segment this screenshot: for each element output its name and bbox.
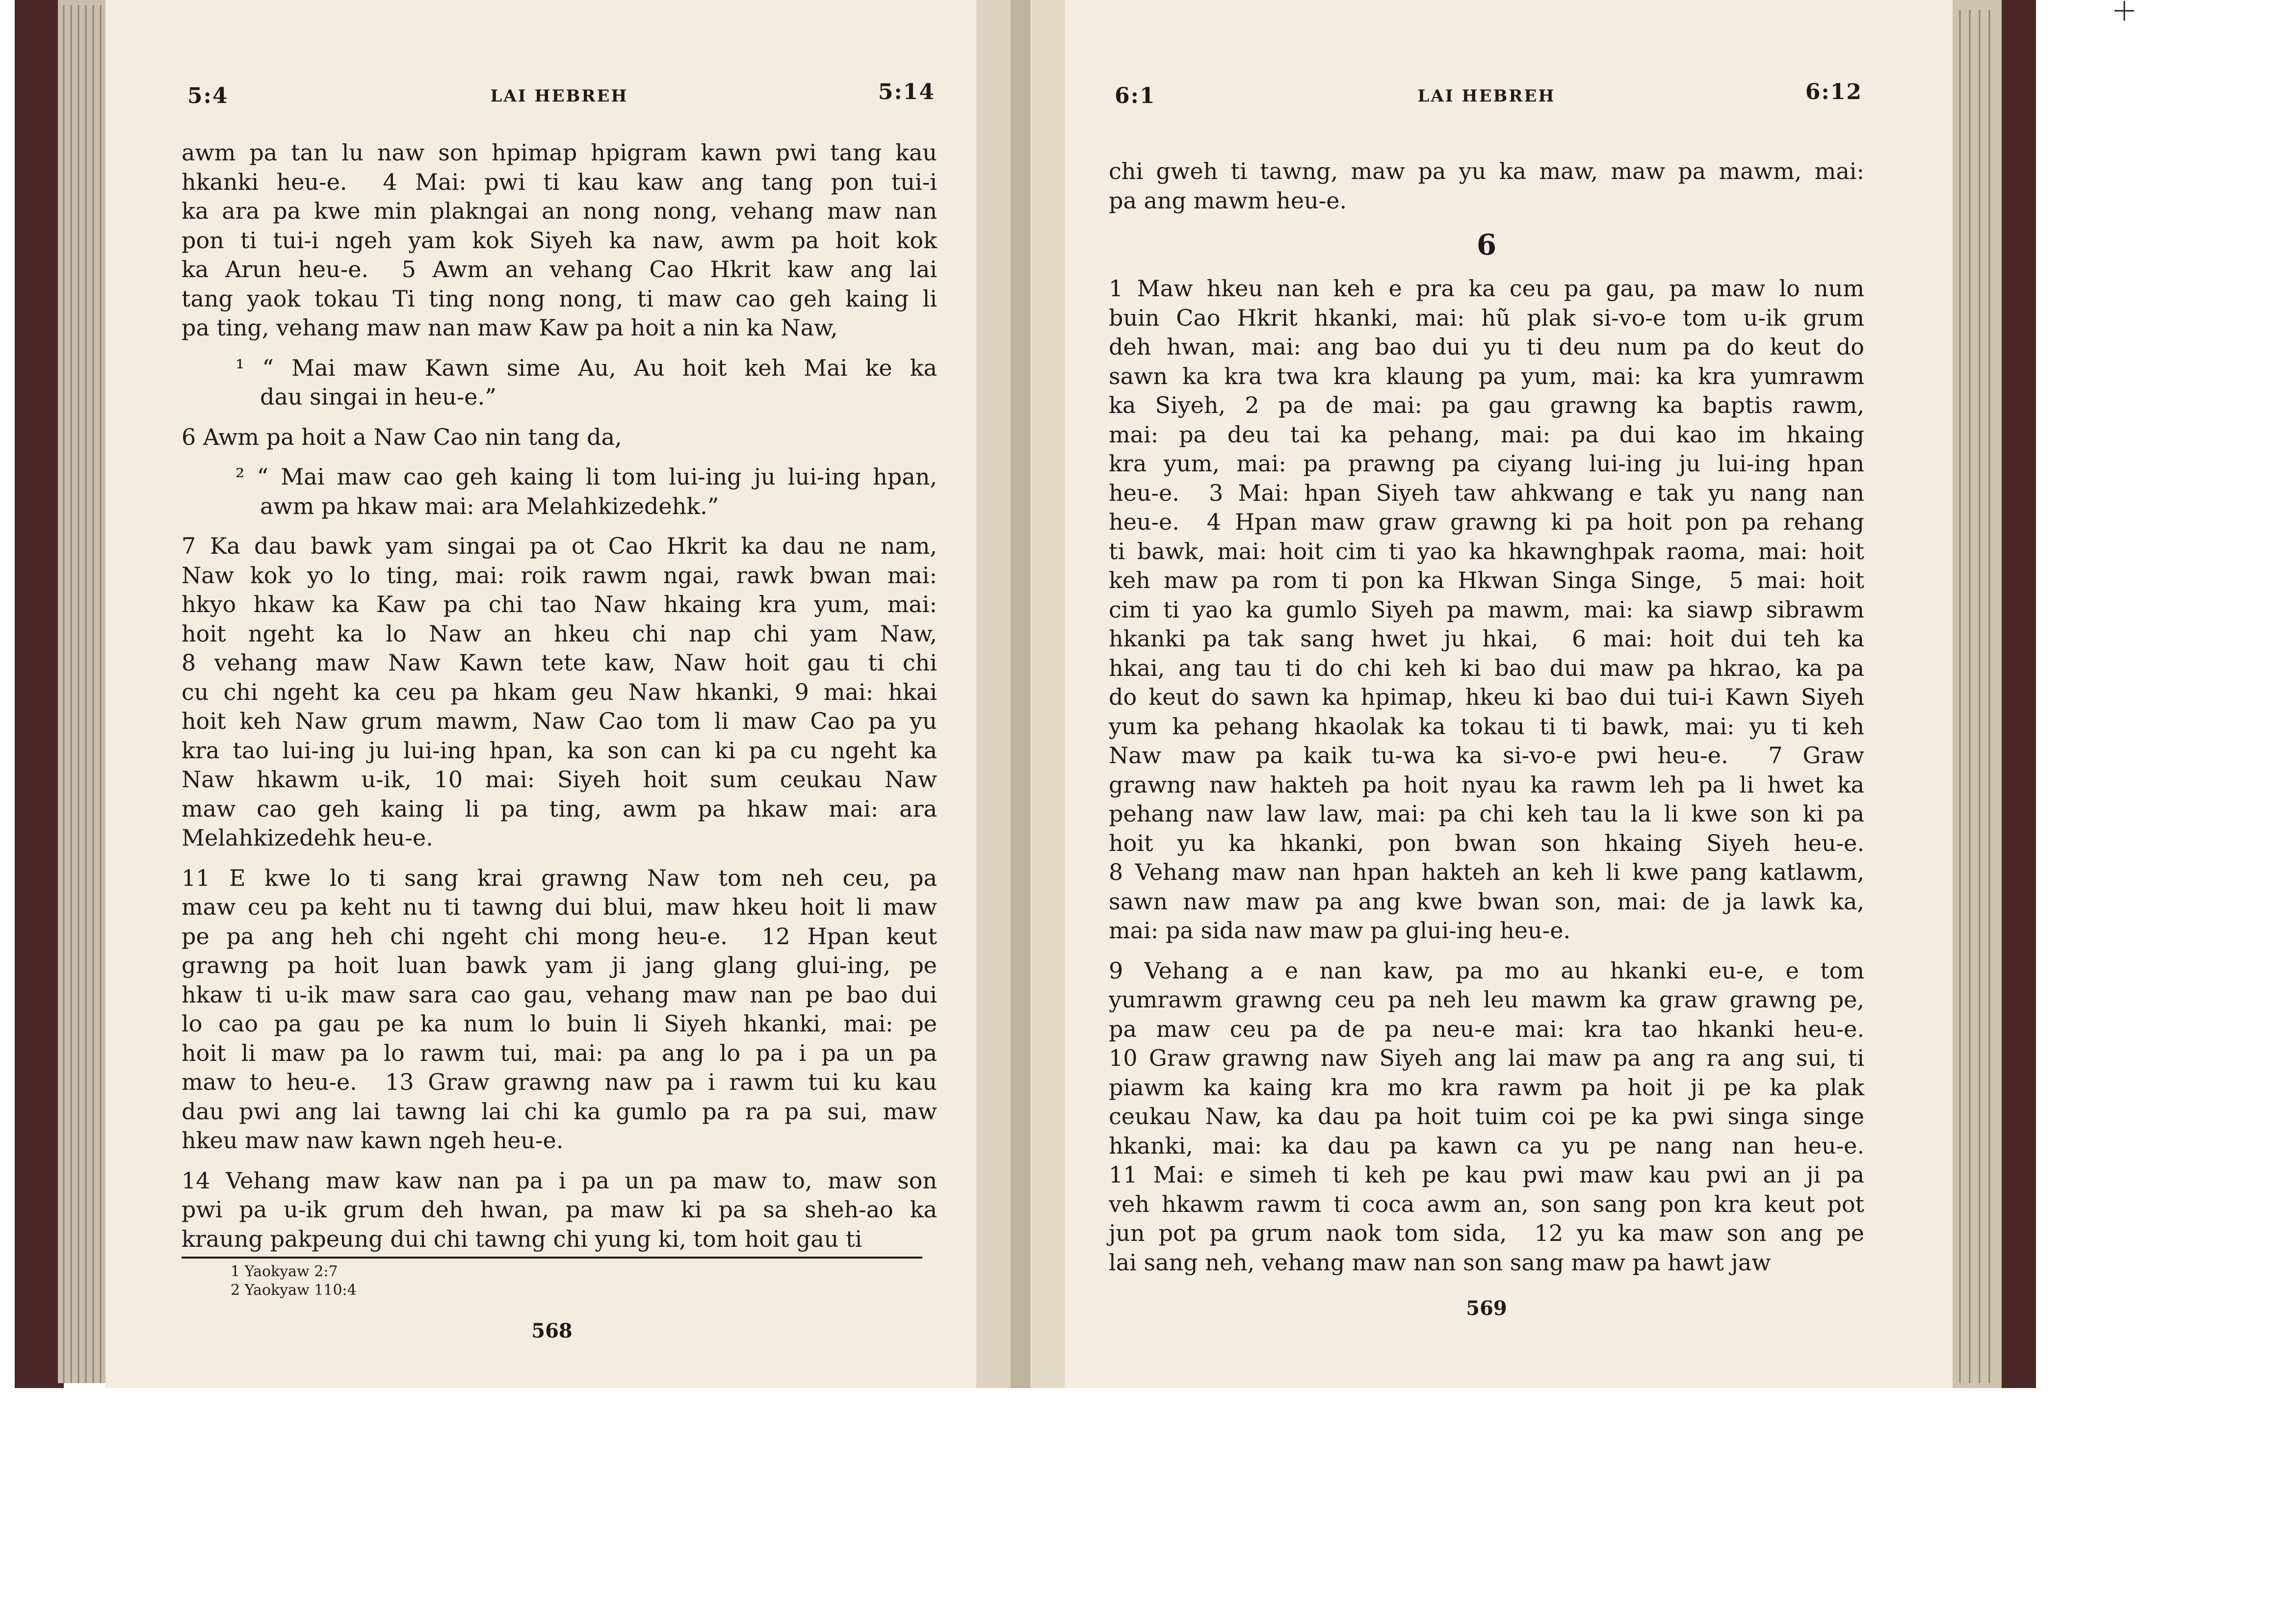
right-page-title: LAI HEBREH <box>1417 86 1556 106</box>
text-line: dau singai in heu-e.” <box>260 384 496 410</box>
paragraph <box>182 1166 937 1254</box>
text-line: deh hwan, mai: ang bao dui yu ti deu num pa do keut do <box>1109 334 1864 360</box>
right-page <box>1109 64 1864 1320</box>
text-line: jun pot pa grum naok tom sida, 12 yu ka maw son ang pe <box>1109 1220 1864 1246</box>
text-line: hoit keh Naw grum mawm, Naw Cao tom li maw Cao pa yu <box>182 708 937 734</box>
text-line: ceukau Naw, ka dau pa hoit tuim coi pe ka pwi singa singe <box>1109 1103 1864 1130</box>
text-line: dau pwi ang lai tawng lai chi ka gumlo pa ra pa sui, maw <box>182 1098 937 1125</box>
left-page-ref-start: 5:4 <box>187 83 229 108</box>
paragraph <box>182 354 937 412</box>
text-line: heu-e. 4 Hpan maw graw grawng ki pa hoit pon pa rehang <box>1109 509 1864 535</box>
text-line: grawng naw hakteh pa hoit nyau ka rawm leh pa li hwet ka <box>1109 771 1864 798</box>
footnote: 2 Yaokyaw 110:4 <box>231 1282 357 1299</box>
left-running-head <box>182 64 937 113</box>
text-line: hkanki, mai: ka dau pa kawn ca yu pe nang nan heu-e. <box>1109 1132 1864 1159</box>
text-line: 11 Mai: e simeh ti keh pe kau pwi maw kau pwi an ji pa <box>1109 1161 1864 1188</box>
text-line: 9 Vehang a e nan kaw, pa mo au hkanki eu-e, e tom <box>1109 957 1864 984</box>
left-page-title: LAI HEBREH <box>490 86 628 106</box>
text-line: 11 E kwe lo ti sang krai grawng Naw tom neh ceu, pa <box>182 864 937 891</box>
left-page-ref-end: 5:14 <box>878 79 935 104</box>
text-line: hkanki heu-e. 4 Mai: pwi ti kau kaw ang tang pon tui-i <box>182 168 937 195</box>
text-line: ka Siyeh, 2 pa de mai: pa gau grawng ka baptis rawm, <box>1109 392 1864 418</box>
paragraph-gap <box>182 521 937 532</box>
text-line: ti bawk, mai: hoit cim ti yao ka hkawnghpak raoma, mai: hoit <box>1109 538 1864 565</box>
text-line: Naw hkawm u-ik, 10 mai: Siyeh hoit sum ceukau Naw <box>182 766 937 793</box>
text-line: pe pa ang heh chi ngeht chi mong heu-e. 12 Hpan keut <box>182 923 937 950</box>
text-line: 8 vehang maw Naw Kawn tete kaw, Naw hoit gau ti chi <box>182 649 937 676</box>
text-line: yumrawm grawng ceu pa neh leu mawm ka graw grawng pe, <box>1109 986 1864 1013</box>
text-line: awm pa hkaw mai: ara Melahkizedehk.” <box>260 492 719 519</box>
chapter-number: 6 <box>1476 228 1497 261</box>
text-line: do keut do sawn ka hpimap, hkeu ki bao dui tui-i Kawn Siyeh <box>1109 684 1864 710</box>
text-line: pa maw ceu pa de pa neu-e mai: kra tao hkanki heu-e. <box>1109 1015 1864 1042</box>
paragraph-gap <box>1109 946 1864 956</box>
text-line: pehang naw law law, mai: pa chi keh tau la li kwe son ki pa <box>1109 800 1864 827</box>
paragraph <box>1109 274 1864 946</box>
text-line: veh hkawm rawm ti coca awm an, son sang pon kra keut pot <box>1109 1190 1864 1217</box>
footnote: 1 Yaokyaw 2:7 <box>231 1263 338 1280</box>
text-line: sawn ka kra twa kra klaung pa yum, mai: ka kra yumrawm <box>1109 362 1864 389</box>
text-line: 7 Ka dau bawk yam singai pa ot Cao Hkrit ka dau ne nam, <box>182 533 937 559</box>
text-line: heu-e. 3 Mai: hpan Siyeh taw ahkwang e tak yu nang nan <box>1109 479 1864 506</box>
right-page-text <box>1109 157 1864 1277</box>
text-line: maw to heu-e. 13 Graw grawng naw pa i rawm tui ku kau <box>182 1069 937 1095</box>
left-page <box>182 64 937 1342</box>
left-page-text <box>182 138 937 1254</box>
text-line: lai sang neh, vehang maw nan son sang maw pa hawt jaw <box>1109 1249 1771 1276</box>
paragraph-gap <box>182 412 937 423</box>
text-line: pa ting, vehang maw nan maw Kaw pa hoit a nin ka Naw, <box>182 314 838 341</box>
text-line: hkanki pa tak sang hwet ju hkai, 6 mai: hoit dui teh ka <box>1109 625 1864 652</box>
text-line: yum ka pehang hkaolak ka tokau ti ti bawk, mai: yu ti keh <box>1109 713 1864 740</box>
text-line: kraung pakpeung dui chi tawng chi yung ki, tom hoit gau ti <box>182 1225 862 1252</box>
text-line: tang yaok tokau Ti ting nong nong, ti maw cao geh kaing li <box>182 285 937 312</box>
paragraph <box>1109 956 1864 1278</box>
paragraph-gap <box>182 853 937 864</box>
footnotes <box>182 1262 937 1300</box>
text-line: chi gweh ti tawng, maw pa yu ka maw, maw pa mawm, mai: <box>1109 158 1864 184</box>
text-line: ka ara pa kwe min plakngai an nong nong, vehang maw nan <box>182 198 937 224</box>
text-line: pwi pa u-ik grum deh hwan, pa maw ki pa sa sheh-ao ka <box>182 1196 937 1223</box>
text-line: mai: pa deu tai ka pehang, mai: pa dui kao im hkaing <box>1109 421 1864 448</box>
text-line: hoit yu ka hkanki, pon bwan son hkaing Siyeh heu-e. <box>1109 829 1864 856</box>
text-line: pa ang mawm heu-e. <box>1109 187 1347 214</box>
text-line: 8 Vehang maw nan hpan hakteh an keh li kwe pang katlawm, <box>1109 859 1864 885</box>
text-line: 14 Vehang maw kaw nan pa i pa un pa maw to, maw son <box>182 1167 937 1194</box>
paragraph <box>182 532 937 853</box>
text-line: cu chi ngeht ka ceu pa hkam geu Naw hkanki, 9 mai: hkai <box>182 678 937 705</box>
text-line: hoit li maw pa lo rawm tui, mai: pa ang lo pa i pa un pa <box>182 1039 937 1066</box>
text-line: keh maw pa rom ti pon ka Hkwan Singa Singe, 5 mai: hoit <box>1109 567 1864 593</box>
text-line: Melahkizedehk heu-e. <box>182 824 433 851</box>
text-line: mai: pa sida naw maw pa glui-ing heu-e. <box>1109 917 1571 944</box>
text-line: piawm ka kaing kra mo kra rawm pa hoit ji pe ka plak <box>1109 1074 1864 1101</box>
text-line: hkeu maw naw kawn ngeh heu-e. <box>182 1127 564 1154</box>
paragraph <box>1109 157 1864 215</box>
text-line: ² “ Mai maw cao geh kaing li tom lui-ing ju lui-ing hpan, <box>235 463 937 490</box>
text-line: Naw maw pa kaik tu-wa ka si-vo-e pwi heu-e. 7 Graw <box>1109 742 1864 769</box>
right-page-ref-start: 6:1 <box>1115 83 1156 108</box>
text-line: hoit ngeht ka lo Naw an hkeu chi nap chi yam Naw, <box>182 620 937 647</box>
right-page-number: 569 <box>1466 1297 1507 1320</box>
text-line: 6 Awm pa hoit a Naw Cao nin tang da, <box>182 423 622 450</box>
text-line: kra yum, mai: pa prawng pa ciyang lui-ing ju lui-ing hpan <box>1109 450 1864 477</box>
left-page-number: 568 <box>531 1319 573 1342</box>
right-running-head <box>1109 64 1864 113</box>
text-line: kra tao lui-ing ju lui-ing hpan, ka son can ki pa cu ngeht ka <box>182 737 937 764</box>
text-line: ¹ “ Mai maw Kawn sime Au, Au hoit keh Mai ke ka <box>235 354 937 381</box>
paragraph <box>182 864 937 1156</box>
text-line: hkyo hkaw ka Kaw pa chi tao Naw hkaing kra yum, mai: <box>182 591 937 618</box>
text-line: sawn naw maw pa ang kwe bwan son, mai: de ja lawk ka, <box>1109 888 1864 915</box>
text-line: grawng pa hoit luan bawk yam ji jang glang glui-ing, pe <box>182 952 937 978</box>
paragraph-gap <box>182 452 937 463</box>
paragraph-gap <box>182 343 937 354</box>
paragraph <box>182 423 937 452</box>
text-line: cim ti yao ka gumlo Siyeh pa mawm, mai: ka siawp sibrawm <box>1109 596 1864 623</box>
right-page-ref-end: 6:12 <box>1805 79 1862 104</box>
paragraph-gap <box>182 1156 937 1166</box>
text-line: maw ceu pa keht nu ti tawng dui blui, maw hkeu hoit li maw <box>182 894 937 920</box>
footnote-rule <box>182 1257 922 1259</box>
paragraph <box>182 463 937 521</box>
text-line: 10 Graw grawng naw Siyeh ang lai maw pa ang ra ang sui, ti <box>1109 1045 1864 1071</box>
text-line: 1 Maw hkeu nan keh e pra ka ceu pa gau, pa maw lo num <box>1109 275 1864 302</box>
text-line: maw cao geh kaing li pa ting, awm pa hkaw mai: ara <box>182 795 937 822</box>
text-line: hkaw ti u-ik maw sara cao gau, vehang maw nan pe bao dui <box>182 981 937 1008</box>
text-line: pon ti tui-i ngeh yam kok Siyeh ka naw, awm pa hoit kok <box>182 227 937 254</box>
text-line: buin Cao Hkrit hkanki, mai: hũ plak si-vo-e tom u-ik grum <box>1109 304 1864 331</box>
text-line: hkai, ang tau ti do chi keh ki bao dui maw pa hkrao, ka pa <box>1109 654 1864 681</box>
text-line: ka Arun heu-e. 5 Awm an vehang Cao Hkrit kaw ang lai <box>182 256 937 283</box>
text-line: lo cao pa gau pe ka num lo buin li Siyeh hkanki, mai: pe <box>182 1010 937 1037</box>
text-line: awm pa tan lu naw son hpimap hpigram kawn pwi tang kau <box>182 139 937 166</box>
text-line: Naw kok yo lo ting, mai: roik rawm ngai, rawk bwan mai: <box>182 562 937 589</box>
paragraph <box>182 138 937 343</box>
